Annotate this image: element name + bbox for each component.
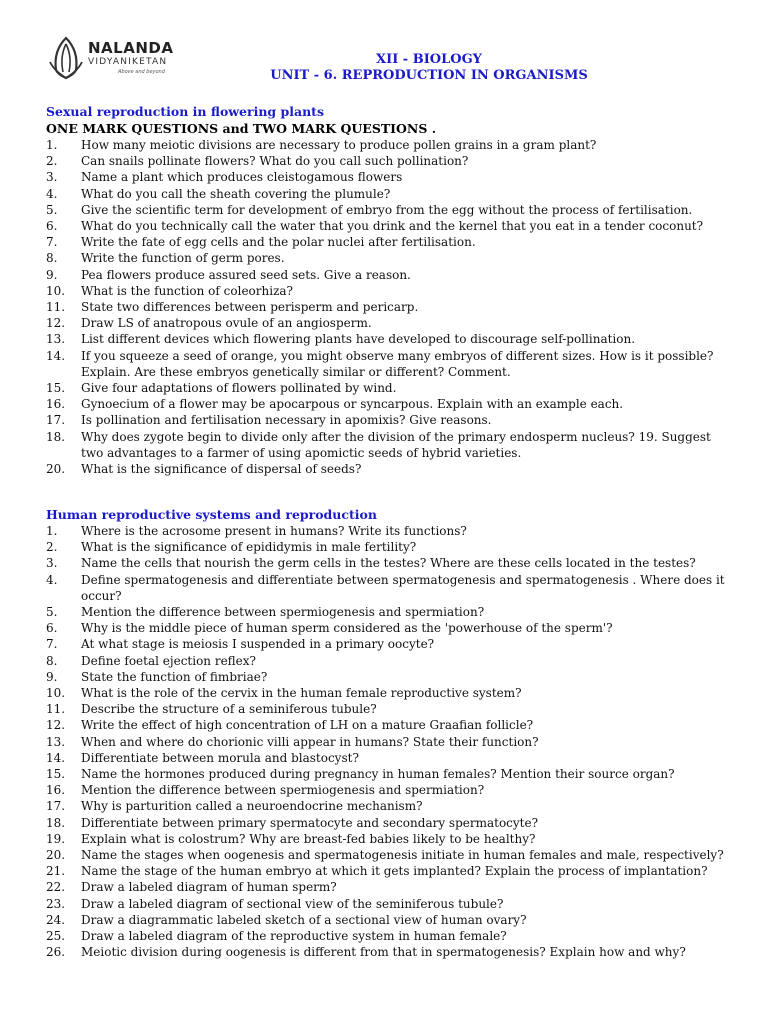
logo-tagline: Above and beyond (118, 69, 165, 75)
question-text: If you squeeze a seed of orange, you might observe many embryos of different sizes. How is it possible? Explain. Are these embryos genetically similar or different? Comment. (81, 348, 714, 379)
question-number: 6. (46, 219, 58, 234)
question-item (46, 396, 736, 412)
question-text: Can snails pollinate flowers? What do you call such pollination? (81, 154, 469, 169)
question-text: Define foetal ejection reflex? (81, 653, 256, 668)
question-item (46, 604, 736, 620)
question-number: 13. (46, 734, 66, 749)
question-item (46, 928, 736, 944)
question-text: Draw a labeled diagram of the reproductive system in human female? (81, 929, 507, 944)
question-item (46, 461, 736, 477)
question-text: Name the stages when oogenesis and spermatogenesis initiate in human females and male, respectively? (81, 848, 724, 863)
question-text: Define spermatogenesis and differentiate between spermatogenesis and spermatogenesis . Where does it occur? (81, 572, 725, 603)
question-text: Where is the acrosome present in humans? Write its functions? (81, 524, 467, 538)
question-text: Why does zygote begin to divide only after the division of the primary endosperm nucleus? 19. Suggest two advantages to a farmer of using apomictic seeds of hybrid varieties. (81, 429, 711, 460)
question-text: Why is parturition called a neuroendocrine mechanism? (81, 799, 423, 814)
question-number: 14. (46, 348, 66, 363)
question-number: 3. (46, 556, 58, 571)
question-text: Name the hormones produced during pregnancy in human females? Mention their source organ? (81, 767, 675, 782)
question-text: Name a plant which produces cleistogamous flowers (81, 170, 403, 185)
question-number: 6. (46, 621, 58, 636)
question-number: 9. (46, 267, 58, 282)
question-number: 12. (46, 316, 66, 331)
question-text: Is pollination and fertilisation necessary in apomixis? Give reasons. (81, 413, 492, 428)
question-text: Differentiate between primary spermatocyte and secondary spermatocyte? (81, 815, 539, 830)
logo-name: NALANDA (88, 39, 174, 57)
question-item (46, 798, 736, 814)
question-text: Draw a labeled diagram of sectional view of the seminiferous tubule? (81, 896, 504, 911)
question-item (46, 218, 736, 234)
question-text: What is the role of the cervix in the human female reproductive system? (81, 686, 522, 701)
question-type-heading: ONE MARK QUESTIONS and TWO MARK QUESTIONS . (46, 121, 437, 136)
question-item (46, 572, 736, 604)
question-number: 15. (46, 381, 66, 396)
question-item (46, 137, 736, 153)
question-item (46, 412, 736, 428)
question-item (46, 847, 736, 863)
question-number: 4. (46, 572, 58, 587)
question-number: 4. (46, 186, 58, 201)
question-item (46, 153, 736, 169)
question-item (46, 348, 736, 380)
question-text: Write the function of germ pores. (81, 251, 285, 266)
question-item (46, 701, 736, 717)
question-number: 21. (46, 864, 66, 879)
subject-title: XII - BIOLOGY (376, 52, 482, 67)
question-text: Draw a labeled diagram of human sperm? (81, 880, 337, 895)
question-item (46, 267, 736, 283)
question-item (46, 863, 736, 879)
question-text: Describe the structure of a seminiferous tubule? (81, 702, 377, 717)
question-number: 15. (46, 767, 66, 782)
question-number: 26. (46, 945, 66, 960)
question-number: 10. (46, 283, 66, 298)
question-text: Gynoecium of a flower may be apocarpous or syncarpous. Explain with an example each. (81, 397, 624, 412)
document-header (0, 52, 768, 84)
question-item (46, 734, 736, 750)
question-text: How many meiotic divisions are necessary to produce pollen grains in a gram plant? (81, 138, 597, 152)
question-item (46, 315, 736, 331)
question-item (46, 429, 736, 461)
question-item (46, 636, 736, 652)
question-text: Differentiate between morula and blastocyst? (81, 750, 359, 765)
question-item (46, 555, 736, 571)
question-number: 11. (46, 300, 66, 315)
question-text: Mention the difference between spermiogenesis and spermiation? (81, 605, 485, 620)
question-text: List different devices which flowering plants have developed to discourage self-pollination. (81, 332, 636, 347)
question-text: What do you call the sheath covering the plumule? (81, 186, 391, 201)
question-item (46, 669, 736, 685)
question-text: Mention the difference between spermiogenesis and spermiation? (81, 783, 485, 798)
question-text: Name the stage of the human embryo at which it gets implanted? Explain the process of implantation? (81, 864, 708, 879)
question-number: 14. (46, 750, 66, 765)
question-number: 1. (46, 524, 58, 538)
question-number: 17. (46, 799, 66, 814)
question-number: 12. (46, 718, 66, 733)
question-text: State two differences between perisperm and pericarp. (81, 300, 419, 315)
question-text: At what stage is meiosis I suspended in a primary oocyte? (81, 637, 435, 652)
question-text: Pea flowers produce assured seed sets. Give a reason. (81, 267, 411, 282)
section-heading-plants: Sexual reproduction in flowering plants (46, 104, 324, 119)
question-text: Explain what is colostrum? Why are breast-fed babies likely to be healthy? (81, 831, 536, 846)
question-item (46, 831, 736, 847)
question-item (46, 653, 736, 669)
question-text: State the function of fimbriae? (81, 669, 268, 684)
question-number: 5. (46, 605, 58, 620)
question-number: 23. (46, 896, 66, 911)
question-number: 2. (46, 154, 58, 169)
question-item (46, 523, 736, 539)
question-number: 16. (46, 397, 66, 412)
question-number: 2. (46, 540, 58, 555)
question-text: Write the effect of high concentration of LH on a mature Graafian follicle? (81, 718, 534, 733)
question-text: Write the fate of egg cells and the polar nuclei after fertilisation. (81, 235, 476, 250)
question-item (46, 815, 736, 831)
logo-subname: VIDYANIKETAN (88, 57, 168, 67)
question-text: When and where do chorionic villi appear in humans? State their function? (81, 734, 539, 749)
question-item (46, 750, 736, 766)
question-number: 17. (46, 413, 66, 428)
question-text: What is the function of coleorhiza? (81, 283, 293, 298)
question-text: Why is the middle piece of human sperm considered as the 'powerhouse of the sperm'? (81, 621, 613, 636)
question-text: What do you technically call the water that you drink and the kernel that you eat in a tender coconut? (81, 219, 704, 234)
question-number: 7. (46, 235, 58, 250)
question-item (46, 944, 736, 960)
question-number: 19. (46, 831, 66, 846)
section-heading-human: Human reproductive systems and reproduction (46, 507, 377, 522)
question-number: 3. (46, 170, 58, 185)
question-number: 18. (46, 815, 66, 830)
question-number: 9. (46, 669, 58, 684)
question-number: 13. (46, 332, 66, 347)
question-item (46, 380, 736, 396)
question-number: 10. (46, 686, 66, 701)
question-item (46, 879, 736, 895)
question-number: 20. (46, 848, 66, 863)
question-list-human (46, 523, 736, 960)
question-item (46, 620, 736, 636)
question-item (46, 912, 736, 928)
question-text: Give four adaptations of flowers pollinated by wind. (81, 381, 397, 396)
question-text: Name the cells that nourish the germ cells in the testes? Where are these cells located in the testes? (81, 556, 696, 571)
question-item (46, 186, 736, 202)
question-item (46, 685, 736, 701)
question-number: 16. (46, 783, 66, 798)
question-number: 22. (46, 880, 66, 895)
question-number: 5. (46, 202, 58, 217)
question-number: 1. (46, 138, 58, 152)
question-item (46, 331, 736, 347)
question-text: Draw LS of anatropous ovule of an angiosperm. (81, 316, 372, 331)
question-number: 18. (46, 429, 66, 444)
question-text: What is the significance of dispersal of seeds? (81, 462, 362, 477)
question-number: 25. (46, 929, 66, 944)
question-number: 11. (46, 702, 66, 717)
question-item (46, 896, 736, 912)
question-text: What is the significance of epididymis in male fertility? (81, 540, 417, 555)
question-text: Give the scientific term for development of embryo from the egg without the process of fertilisation. (81, 202, 693, 217)
unit-title: UNIT - 6. REPRODUCTION IN ORGANISMS (270, 68, 588, 83)
question-item (46, 234, 736, 250)
question-number: 8. (46, 653, 58, 668)
question-item (46, 717, 736, 733)
question-number: 20. (46, 462, 66, 477)
question-list-plants (46, 137, 736, 477)
question-number: 8. (46, 251, 58, 266)
question-item (46, 539, 736, 555)
question-item (46, 782, 736, 798)
question-text: Draw a diagrammatic labeled sketch of a sectional view of human ovary? (81, 912, 527, 927)
question-text: Meiotic division during oogenesis is different from that in spermatogenesis? Explain how and why? (81, 945, 686, 960)
question-number: 24. (46, 912, 66, 927)
question-item (46, 766, 736, 782)
question-item (46, 169, 736, 185)
question-item (46, 202, 736, 218)
question-number: 7. (46, 637, 58, 652)
question-item (46, 299, 736, 315)
question-item (46, 250, 736, 266)
question-item (46, 283, 736, 299)
